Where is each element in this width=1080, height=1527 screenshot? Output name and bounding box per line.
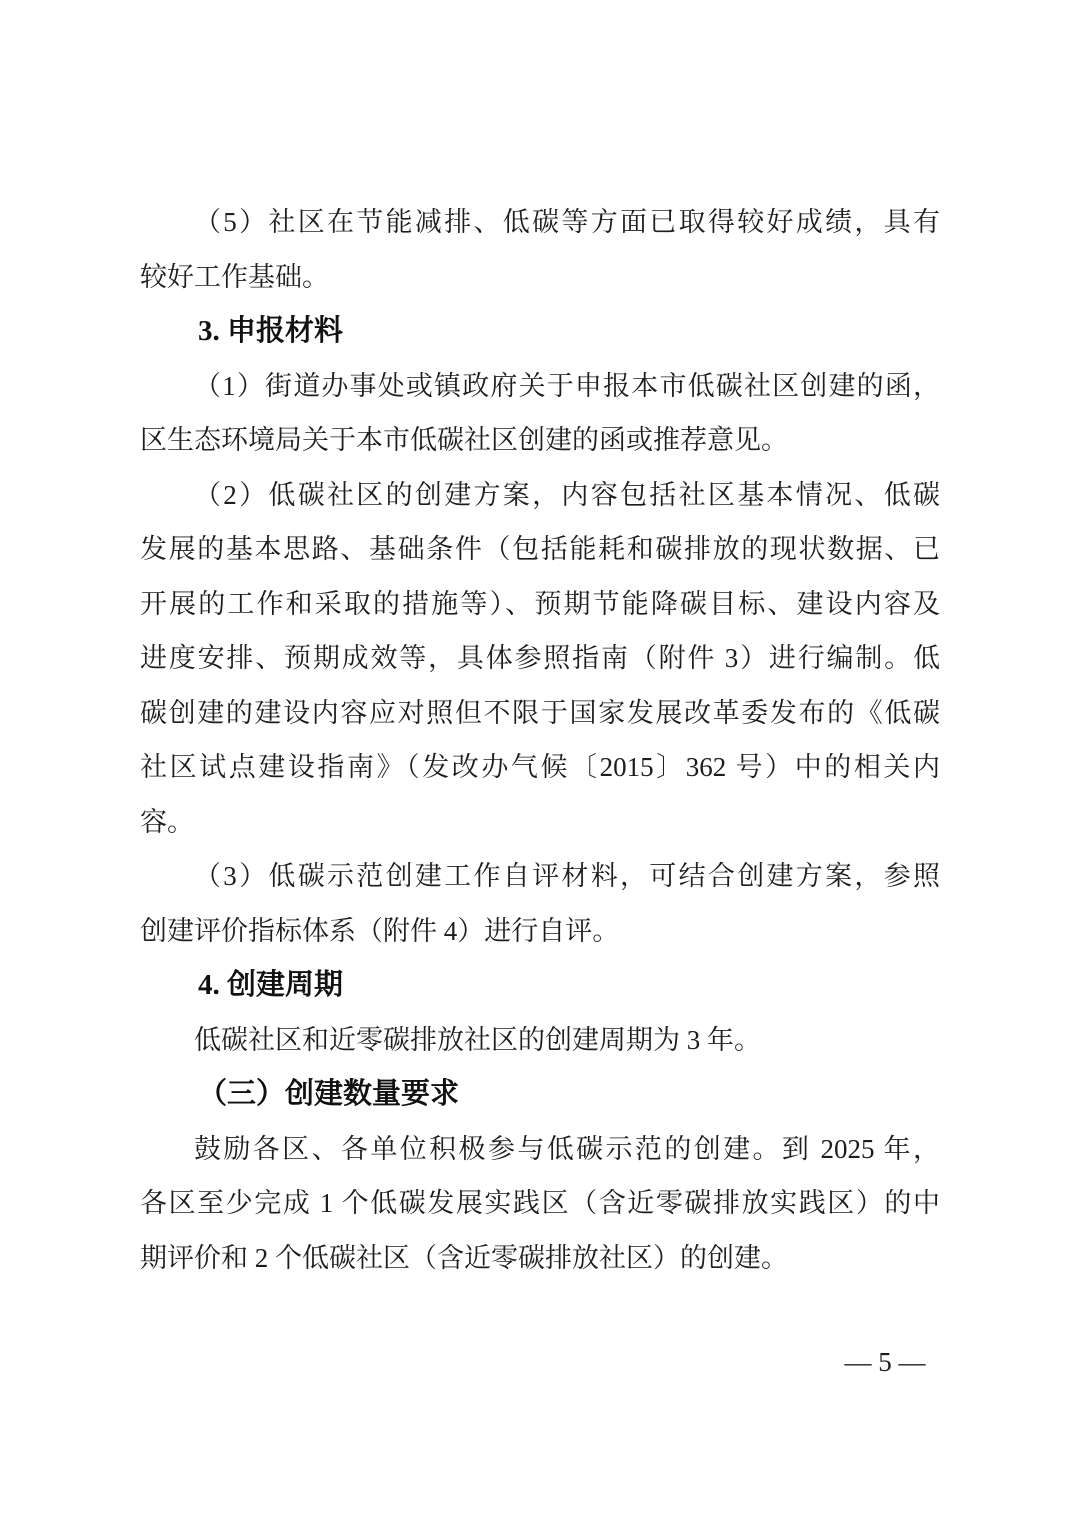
paragraph-line: 碳创建的建设内容应对照但不限于国家发展改革委发布的《低碳 <box>140 697 940 728</box>
paragraph-line: 各区至少完成 1 个低碳发展实践区（含近零碳排放实践区）的中 <box>140 1188 940 1218</box>
paragraph-line: 创建评价指标体系（附件 4）进行自评。 <box>140 915 620 946</box>
section-heading-application-materials: 3. 申报材料 <box>198 315 344 347</box>
document-body <box>140 195 940 1285</box>
section-heading-quantity-requirements: （三）创建数量要求 <box>198 1078 460 1110</box>
paragraph-line: 开展的工作和采取的措施等）、预期节能降碳目标、建设内容及 <box>140 588 940 619</box>
paragraph-line: 容。 <box>140 806 194 837</box>
paragraph-line: 社区试点建设指南》（发改办气候〔2015〕362 号）中的相关内 <box>140 752 940 782</box>
paragraph-line: （3）低碳示范创建工作自评材料，可结合创建方案，参照 <box>194 861 940 891</box>
paragraph-line: 发展的基本思路、基础条件（包括能耗和碳排放的现状数据、已 <box>140 534 940 564</box>
paragraph-line: 期评价和 2 个低碳社区（含近零碳排放社区）的创建。 <box>140 1242 788 1273</box>
page-number: — 5 — <box>844 1347 926 1377</box>
paragraph-line: 区生态环境局关于本市低碳社区创建的函或推荐意见。 <box>140 425 788 455</box>
paragraph-line: 低碳社区和近零碳排放社区的创建周期为 3 年。 <box>194 1024 761 1055</box>
paragraph-line: （2）低碳社区的创建方案，内容包括社区基本情况、低碳 <box>194 479 940 510</box>
section-heading-creation-cycle: 4. 创建周期 <box>198 969 344 1001</box>
paragraph-line: 较好工作基础。 <box>140 261 329 292</box>
paragraph-line: 进度安排、预期成效等，具体参照指南（附件 3）进行编制。低 <box>140 643 940 673</box>
paragraph-line: （1）街道办事处或镇政府关于申报本市低碳社区创建的函， <box>194 370 940 401</box>
paragraph-line: （5）社区在节能减排、低碳等方面已取得较好成绩，具有 <box>194 207 940 237</box>
paragraph-line: 鼓励各区、各单位积极参与低碳示范的创建。到 2025 年， <box>194 1133 940 1164</box>
